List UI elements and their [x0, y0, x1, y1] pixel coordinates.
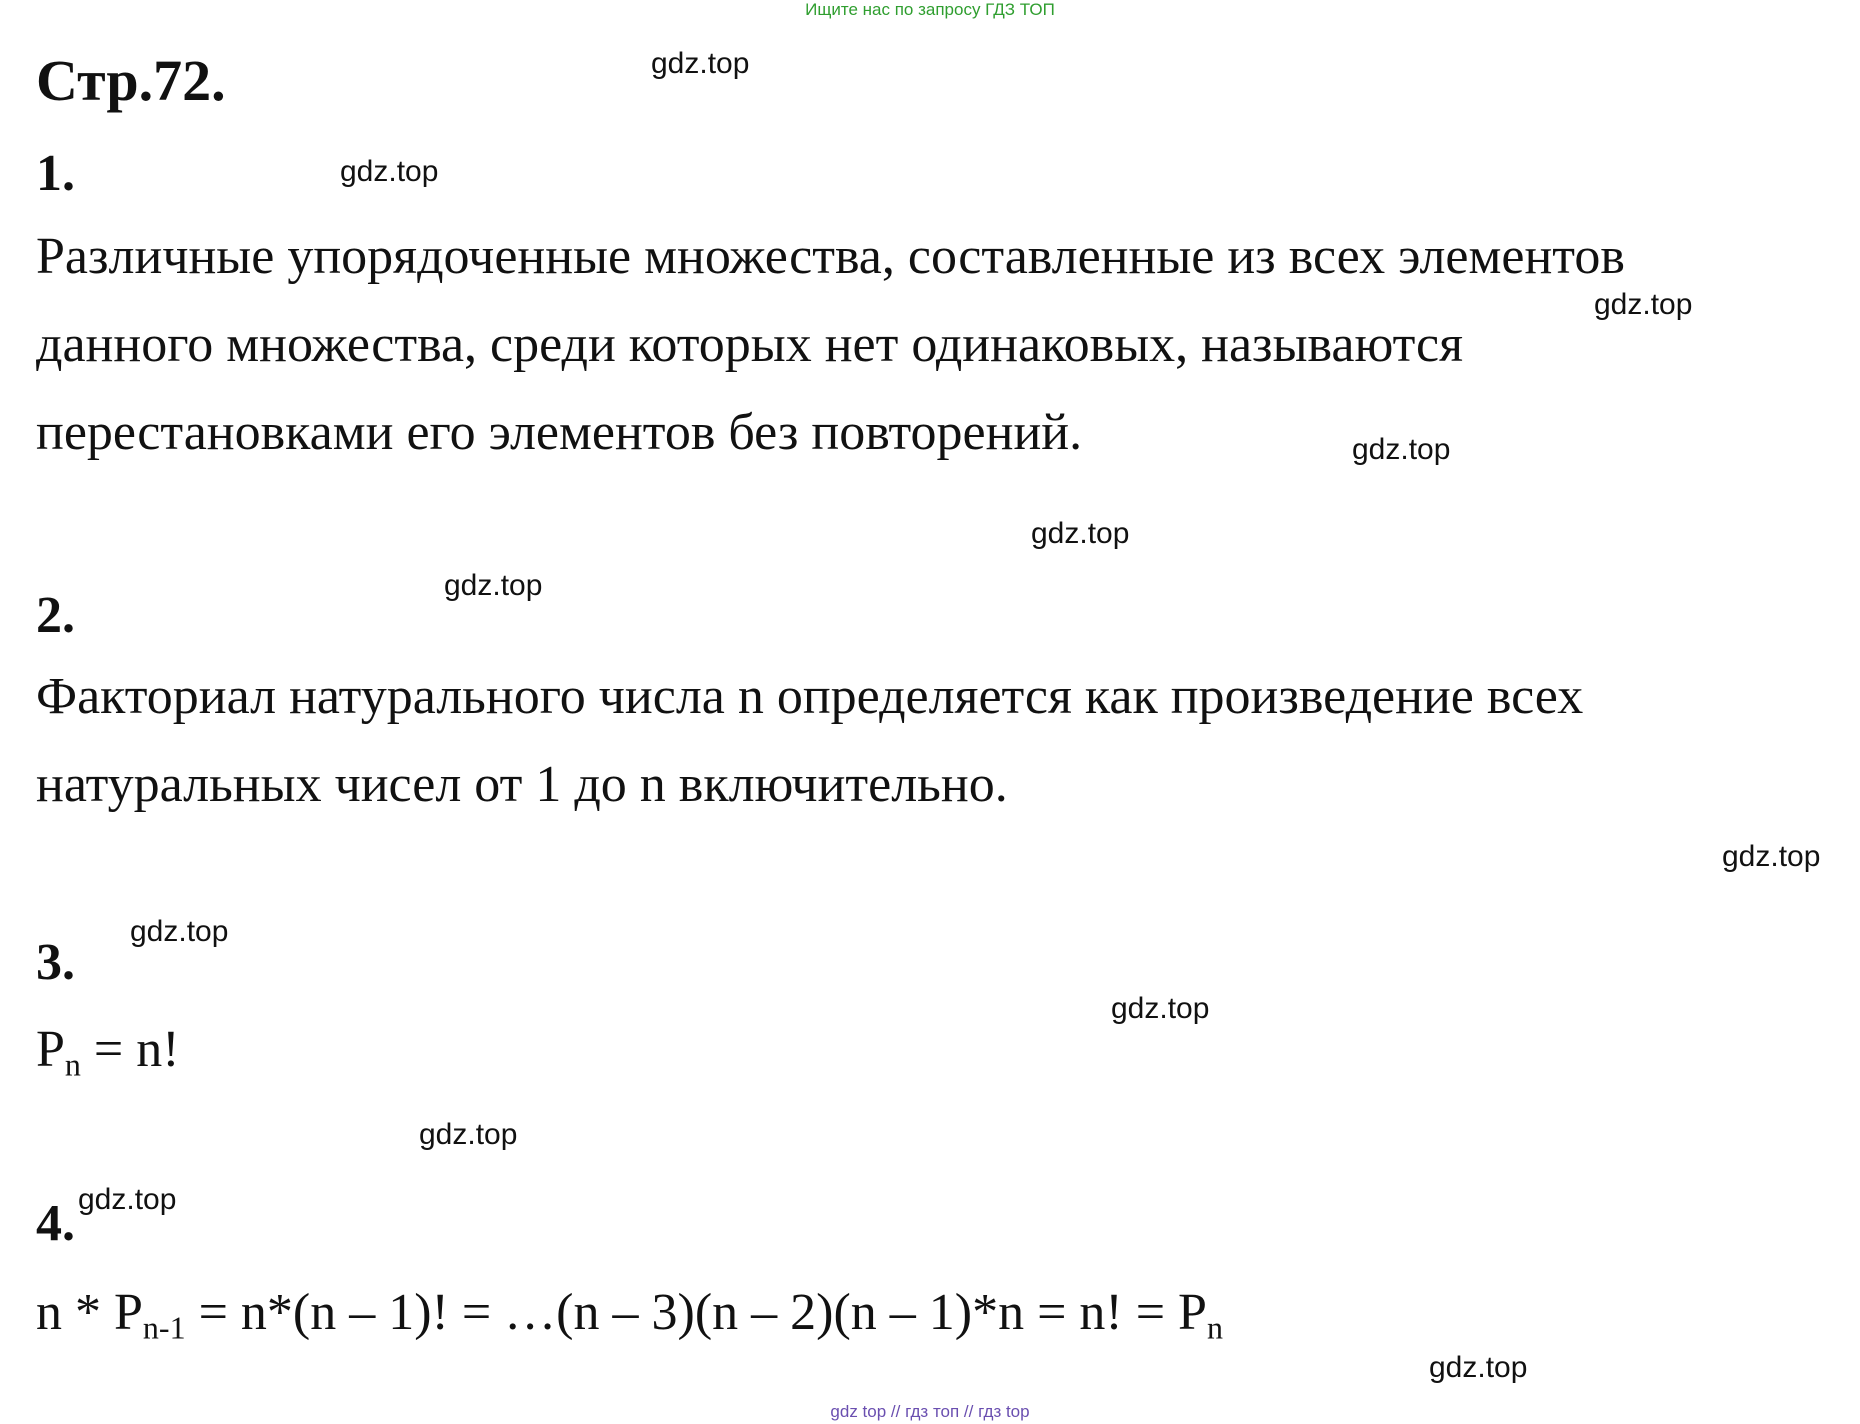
watermark: gdz.top — [1594, 288, 1693, 321]
watermark: gdz.top — [651, 47, 750, 80]
watermark: gdz.top — [444, 569, 543, 602]
formula-3-rest: = n! — [80, 1021, 180, 1078]
page-title: Стр.72. — [36, 48, 226, 113]
formula-3-subscript: n — [64, 1046, 81, 1083]
watermark: gdz.top — [1722, 840, 1821, 873]
section-2-line-1: Факториал натурального числа n определяется как произведение всех — [36, 668, 1584, 725]
section-1-line-2: данного множества, среди которых нет одинаковых, называются — [36, 316, 1464, 373]
section-3-formula — [36, 1021, 180, 1083]
watermark: gdz.top — [78, 1183, 177, 1216]
watermark: gdz.top — [419, 1118, 518, 1151]
formula-4-subscript-1: n-1 — [142, 1309, 186, 1346]
watermark: gdz.top — [1031, 517, 1130, 550]
section-2-line-2: натуральных чисел от 1 до n включительно. — [36, 756, 1008, 813]
formula-4-middle: = n*(n – 1)! = …(n – 3)(n – 2)(n – 1)*n = n! = P — [185, 1284, 1207, 1341]
watermark: gdz.top — [130, 915, 229, 948]
header-banner: Ищите нас по запросу ГДЗ ТОП — [805, 0, 1055, 19]
section-1-number: 1. — [36, 145, 75, 202]
formula-4-start: n * P — [36, 1284, 143, 1341]
section-4-formula — [36, 1284, 1223, 1346]
section-2-number: 2. — [36, 587, 75, 644]
section-4-number: 4. — [36, 1195, 75, 1252]
watermark: gdz.top — [1352, 433, 1451, 466]
section-2-text — [36, 653, 1836, 829]
section-1-text — [36, 213, 1836, 477]
watermark: gdz.top — [340, 155, 439, 188]
watermark: gdz.top — [1111, 992, 1210, 1025]
section-1-line-3: перестановками его элементов без повторений. — [36, 404, 1083, 461]
section-3-number: 3. — [36, 934, 75, 991]
watermark: gdz.top — [1429, 1351, 1528, 1384]
section-1-line-1: Различные упорядоченные множества, составленные из всех элементов — [36, 228, 1625, 285]
formula-3-base: P — [36, 1021, 65, 1078]
formula-4-subscript-2: n — [1206, 1309, 1223, 1346]
footer-banner: gdz top // гдз топ // гдз top — [830, 1402, 1030, 1421]
